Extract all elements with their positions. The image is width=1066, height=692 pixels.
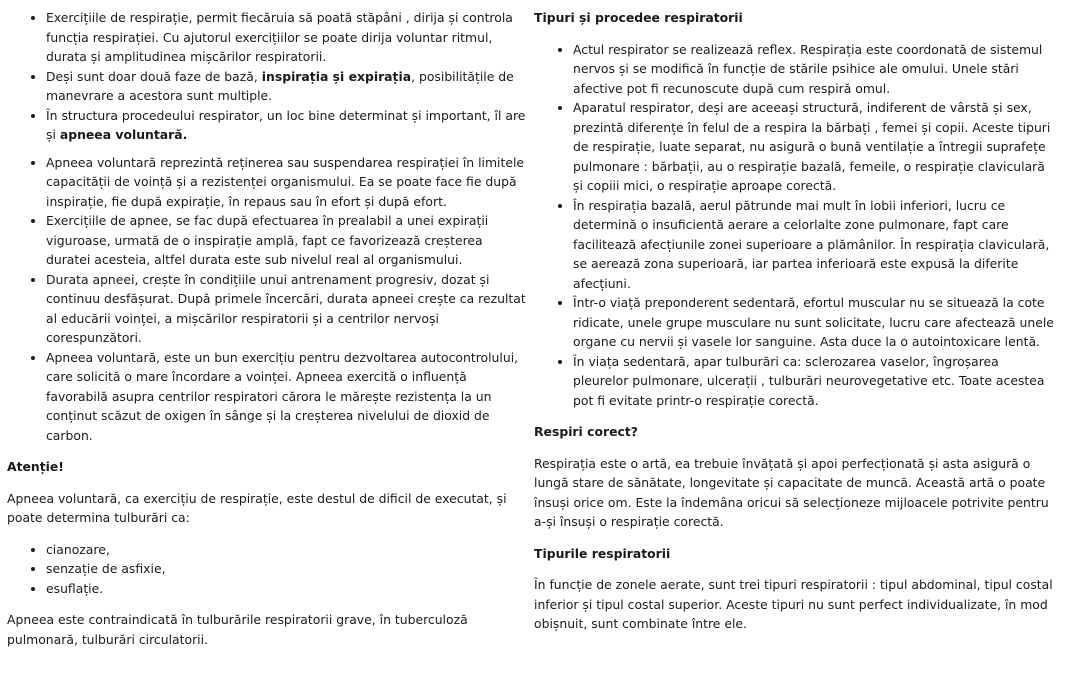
list-item: • Apneea voluntară reprezintă reținerea sau suspendarea respirației în limitele capacității de voință și a rezistenței organismului. Ea se poate face fie după inspirație, fie după expirație, în repaus sau în efort și după efort. [46, 153, 527, 212]
closing-paragraph: Apneea este contraindicată în tulburările respiratorii grave, în tuberculoză pulmonară, tulburări circulatorii. [7, 612, 468, 647]
right-column [534, 8, 1054, 634]
types-heading: Tipuri și procedee respiratorii [534, 10, 743, 25]
list-item: • Într-o viață preponderent sedentară, efortul muscular nu se situează la cote ridicate, unele grupe musculare nu sunt solicitate, lucru care afectează unele organe cu nervii și vasele lor sanguine. Asta duce la o autointoxicare lentă. [573, 293, 1054, 352]
atentie-paragraph: Apneea voluntară, ca exercițiu de respirație, este destul de dificil de executat, și poate determina tulburări ca: [7, 490, 507, 525]
list-item: • În viața sedentară, apar tulburări ca: sclerozarea vaselor, îngroșarea pleurelor pulmonare, ulcerații , tulburări neurovegetative etc. Toate acestea pot fi evitate printr-o respirație corectă. [573, 352, 1054, 411]
apnea-list [7, 153, 527, 446]
list-item: • Apneea voluntară, este un bun exercițiu pentru dezvoltarea autocontrolului, care solicită o mare încordare a voinței. Apneea exercită o influență favorabilă asupra centrilor respiratori cărora le mărește rezistența la un conținut scăzut de oxigen în sânge și la creșterea nivelului de dioxid de carbon. [46, 348, 527, 446]
resp-types-paragraph: În funcție de zonele aerate, sunt trei tipuri respiratorii : tipul abdominal, tipul costal inferior și tipul costal superior. Aceste tipuri nu sunt perfect individualizate, în mod obișnuit, sunt combinate între ele. [534, 577, 1053, 631]
list-item: • Durata apneei, crește în condițiile unui antrenament progresiv, dozat și continuu desfășurat. După primele încercări, durata apneei crește ca rezultat al educării voinței, a mișcărilor respiratorii și a centrilor nervoși corespunzători. [46, 270, 527, 348]
list-item: • Actul respirator se realizează reflex. Respirația este coordonată de sistemul nervos și se modifică în funcție de stările psihice ale omului. Unele stări afective pot fi recunoscute după cum respiră omul. [573, 40, 1054, 99]
list-item: • Exercițiile de respirație, permit fiecăruia să poată stăpâni , dirija și controla funcția respirației. Cu ajutorul exercițiilor se poate dirija voluntar ritmul, durata și amplitudinea mișcărilor respiratorii. [46, 8, 527, 67]
list-item: • În structura procedeului respirator, un loc bine determinat și important, îl are și apneea voluntară. [46, 106, 527, 145]
atentie-heading: Atenție! [7, 459, 64, 474]
list-item: • cianozare, [46, 540, 527, 560]
list-item: • esuflație. [46, 579, 527, 599]
list-item: • senzație de asfixie, [46, 559, 527, 579]
list-item: • Exercițiile de apnee, se fac după efectuarea în prealabil a unei expirații viguroase, urmată de o inspirație amplă, fapt ce favorizează creșterea duratei acesteia, altfel durata este sub nivelul real al organismului. [46, 211, 527, 270]
correct-heading: Respiri corect? [534, 424, 638, 439]
symptoms-list [7, 540, 527, 599]
left-column [7, 8, 527, 649]
list-item: • Aparatul respirator, deși are aceeași structură, indiferent de vârstă și sex, prezintă diferențe în felul de a respira la bărbați , femei și copii. Aceste tipuri de respirație, luate separat, nu asigură o bună ventilație a întregii suprafețe pulmonare : bărbații, au o respirație bazală, femeile, o respirație claviculară și copiii mici, o respirație aproape corectă. [573, 98, 1054, 196]
correct-paragraph: Respirația este o artă, ea trebuie învățată și apoi perfecționată și asta asigură o lungă stare de sănătate, longevitate și capacitate de muncă. Această artă o poate însuși orice om. Este la îndemâna oricui să selecționeze mijloacele potrivite pentru a-și însuși o respirație corectă. [534, 455, 1049, 529]
types-list [534, 40, 1054, 411]
exercises-list [7, 8, 527, 145]
list-item: • Deși sunt doar două faze de bază, inspirația și expirația, posibilitățile de manevrare a acestora sunt multiple. [46, 67, 527, 106]
list-item: • În respirația bazală, aerul pătrunde mai mult în lobii inferiori, lucru ce determină o insuficientă aerare a celorlalte zone pulmonare, fapt care facilitează afecțiunile zonei superioare a plămânilor. În respirația claviculară, se aerează zona superioară, iar partea inferioară este expusă la diferite afecțiuni. [573, 196, 1054, 294]
resp-types-heading: Tipurile respiratorii [534, 545, 671, 561]
